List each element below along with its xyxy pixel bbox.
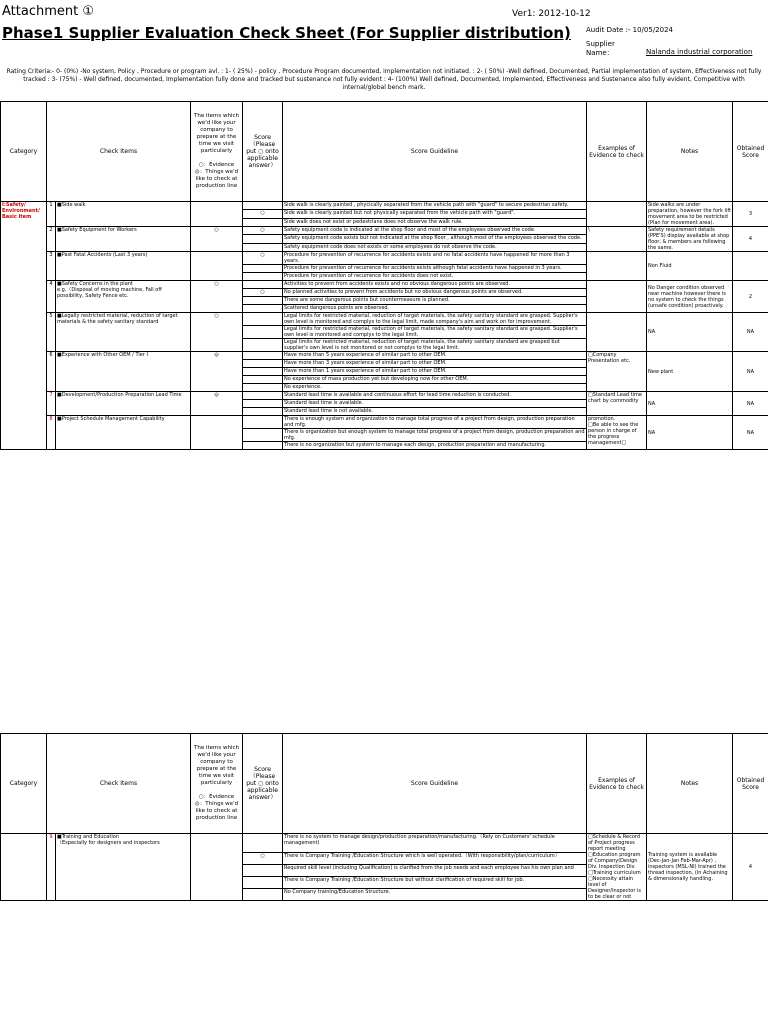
score-mark-cell[interactable] xyxy=(243,273,283,281)
guideline-text: No Company training/Education Structure. xyxy=(283,889,587,901)
score-mark-cell[interactable] xyxy=(243,429,283,442)
guideline-text: Activities to prevent from accidents exists and no obvious dangerous points are observed. xyxy=(283,281,587,289)
notes-cell: No Danger condition observed near machine however there is no system to check the things (unsafe condition) proactively. xyxy=(647,281,733,313)
guideline-text: Safety equipment code exists but not indicated at the shop floor , although most of the employees observed the code. xyxy=(283,235,587,243)
score-mark-cell[interactable] xyxy=(243,442,283,450)
item-number: 3 xyxy=(47,252,56,281)
table-row xyxy=(1,313,768,326)
notes-cell: Training system is available (Dec-Jan-Jan Feb-Mar-Apr) , inspectors (MSL-NI) trained the thread inspection, (in Achaining & dimensionally handling. xyxy=(647,834,733,901)
guideline-text: Standard lead time is available. xyxy=(283,400,587,408)
table-row xyxy=(1,352,768,360)
score-mark-cell[interactable] xyxy=(243,400,283,408)
guideline-text: There is Company Training /Education Structure but without clarification of required skill for job. xyxy=(283,877,587,889)
item-number: 2 xyxy=(47,227,56,252)
item-number: 6 xyxy=(47,352,56,392)
score-mark-cell[interactable]: ○ xyxy=(243,289,283,297)
page-title: Phase1 Supplier Evaluation Check Sheet (For Supplier distribution) xyxy=(2,24,571,42)
score-mark-cell[interactable] xyxy=(243,243,283,251)
score-mark-cell[interactable] xyxy=(243,360,283,368)
score-mark-cell[interactable] xyxy=(243,352,283,360)
score-mark-cell[interactable] xyxy=(243,281,283,289)
prep-mark: ◎ xyxy=(191,352,243,392)
rating-criteria: Rating Criteria:- 0- (0%) -No system, Policy , Procedure or program avl. : 1- ( 25%) - policy , Procedure Program documented, implementation not initiated. : 2- ( 50%) -Well defined, Documented, Partial implementation of system, Effectiveness not fully tracked : 3- (75%) - Well defined, documented, Implementation fully done and tracked but sustenance not fully evident : 4- (100%) Well defined, Documented, Implemented, Effectiveness and Sustenance also fully evident, Competitive with internal/global bench mark. xyxy=(6,68,762,91)
guideline-text: Legal limits for restricted material, reduction of target materials, the safety sanitary standard are grasped. Supplier's own level is monitored and complys to the legal limit, made company's aim and work on for improvement. xyxy=(283,313,587,326)
check-item: ■Safety Equipment for Workers xyxy=(56,227,191,252)
prep-mark: ○ xyxy=(191,227,243,252)
table-row xyxy=(1,416,768,429)
col-notes: Notes xyxy=(647,734,733,834)
prep-mark: ◎ xyxy=(191,392,243,416)
guideline-text: Standard lead time is available and continuous effort for lead time reduction is conducted. xyxy=(283,392,587,400)
obtained-score: NA xyxy=(733,416,768,450)
obtained-score: NA xyxy=(733,313,768,352)
guideline-text: Safety equipment code does not exists or some employees do not observe the code. xyxy=(283,243,587,251)
col-check-items: Check Items xyxy=(47,102,191,202)
guideline-text: Have more than 1 years experience of similar part to other OEM. xyxy=(283,368,587,376)
score-mark-cell[interactable] xyxy=(243,305,283,313)
obtained-score: 2 xyxy=(733,281,768,313)
category-cell xyxy=(1,834,47,901)
guideline-text: There is no organization but system to manage each design, production preparation and manufacturing. xyxy=(283,442,587,450)
item-number: 4 xyxy=(47,281,56,313)
score-mark-cell[interactable] xyxy=(243,834,283,853)
notes-cell: NA xyxy=(647,313,733,352)
col-guideline: Score Guideline xyxy=(283,734,587,834)
guideline-text: Procedure for prevention of recurrence for accidents does not exist. xyxy=(283,273,587,281)
score-mark-cell[interactable] xyxy=(243,408,283,416)
supplier-label: Supplier Name： xyxy=(586,40,615,57)
score-mark-cell[interactable] xyxy=(243,297,283,305)
attachment-label: Attachment ① xyxy=(2,4,94,19)
prep-mark xyxy=(191,416,243,450)
version-label: Ver1: 2012-10-12 xyxy=(512,9,591,19)
prep-mark: ○ xyxy=(191,313,243,352)
score-mark-cell[interactable] xyxy=(243,326,283,339)
obtained-score: 4 xyxy=(733,834,768,901)
score-mark-cell[interactable] xyxy=(243,202,283,210)
obtained-score: 3 xyxy=(733,202,768,227)
check-item: ■Project Schedule Management Capability xyxy=(56,416,191,450)
notes-cell: NA xyxy=(647,392,733,416)
col-score: Score （Please put ○ onto applicable answer） xyxy=(243,734,283,834)
score-mark-cell[interactable]: ○ xyxy=(243,853,283,865)
guideline-text: There is enough system and organization to manage total progress of a project from design, production preparation and mfg. xyxy=(283,416,587,429)
col-obtained: Obtained Score xyxy=(733,102,768,202)
evidence-examples: □Standard Lead time chart by commodity xyxy=(587,392,647,416)
guideline-text: Side walk is clearly painted but not physically separated from the vehicle path with "guard". xyxy=(283,210,587,218)
check-item: ■Safety Concerns in the plant e.g.（Disposal of moving machine, Fall off possibility, Safety Fence etc. xyxy=(56,281,191,313)
score-mark-cell[interactable] xyxy=(243,313,283,326)
guideline-text: Side walk is clearly painted , phycically separated from the vehicle path with "guard" to secure pedestrian safety. xyxy=(283,202,587,210)
check-item: ■Development/Production Preparation Lead Time xyxy=(56,392,191,416)
score-mark-cell[interactable] xyxy=(243,339,283,352)
prep-mark: ○ xyxy=(191,281,243,313)
evidence-examples: promotion. □Be able to see the person in charge of the progress management□ xyxy=(587,416,647,450)
evidence-examples xyxy=(587,252,647,281)
guideline-text: Side walk does not exist or pedestrians does not observe the walk rule. xyxy=(283,218,587,226)
col-category: Category xyxy=(1,102,47,202)
score-mark-cell[interactable]: ○ xyxy=(243,210,283,218)
check-item: ■Past Fatal Accidents (Last 3 years) xyxy=(56,252,191,281)
guideline-text: There is organization but enough system to manage total progress of a project from design, production preparation and mfg. xyxy=(284,429,585,441)
guideline-text: No experience of mass production yet but developing now for other OEM. xyxy=(283,376,587,384)
col-guideline: Score Guideline xyxy=(283,102,587,202)
prep-mark xyxy=(191,202,243,227)
item-number: 1 xyxy=(47,202,56,227)
guideline-text: Have more than 3 years experience of similar part to other OEM. xyxy=(283,360,587,368)
check-item: ■Training and Education （Especially for designers and inspectors xyxy=(56,834,191,901)
score-mark-cell[interactable] xyxy=(243,384,283,392)
col-examples: Examples of Evidence to check xyxy=(587,734,647,834)
score-mark-cell[interactable] xyxy=(243,376,283,384)
evaluation-table-page2 xyxy=(0,733,768,901)
item-number: 7 xyxy=(47,392,56,416)
score-mark-cell[interactable]: ○ xyxy=(243,227,283,235)
table-row xyxy=(1,834,768,853)
score-mark-cell[interactable] xyxy=(243,218,283,226)
notes-cell: NA xyxy=(647,416,733,450)
evaluation-table-page1 xyxy=(0,101,768,450)
col-notes: Notes xyxy=(647,102,733,202)
table-row xyxy=(1,202,768,210)
col-examples: Examples of Evidence to check xyxy=(587,102,647,202)
audit-date: Audit Date :- 10/05/2024 xyxy=(586,26,673,34)
score-mark-cell[interactable] xyxy=(243,416,283,429)
check-item: ■Experience with Other OEM / Tier I xyxy=(56,352,191,392)
score-mark-cell[interactable] xyxy=(243,889,283,901)
obtained-score: 4 xyxy=(733,227,768,252)
guideline-text: Legal limits for restricted material, reduction of target materials, the safety sanitary standard are grasped but supplier's own level is not monitored or not complys to the legal limit. xyxy=(283,339,587,352)
guideline-text: There are some dangerous points but countermeasure is planned. xyxy=(283,297,587,305)
obtained-score: NA xyxy=(733,352,768,392)
col-check-items: Check Items xyxy=(47,734,191,834)
table-row xyxy=(1,252,768,265)
guideline-text: There is no system to manage design/production preparation/manufacturing.（Rely on Customers' schedule management) xyxy=(283,834,587,853)
table-row xyxy=(1,281,768,289)
category-cell: I:Safety/ Environment/ Basic item xyxy=(1,202,47,450)
score-mark-cell[interactable] xyxy=(243,392,283,400)
evidence-examples: □Schedule & Record of Project progress report meeting □Education program of Company(Design Div. Inspection Div. □Training curriculum □Necessity attain level of Designer/Inspector is to be clear or not xyxy=(587,834,647,901)
col-items-like: The items which we'd like your company to prepare at the time we visit particularly ○：Evidence ◎：Things we'd like to check at production line xyxy=(191,102,243,202)
score-mark-cell[interactable] xyxy=(243,865,283,877)
obtained-score: NA xyxy=(733,392,768,416)
guideline-text: Scattered dangerous points are observed. xyxy=(283,305,587,313)
evidence-examples xyxy=(587,281,647,313)
evidence-examples xyxy=(587,313,647,352)
prep-mark xyxy=(191,252,243,281)
col-items-like: The items which we'd like your company to prepare at the time we visit particularly ○：Evidence ◎：Things we'd like to check at production line xyxy=(191,734,243,834)
score-mark-cell[interactable] xyxy=(243,235,283,243)
guideline-text: There is Company Training /Education Structure which is well operated.（With responsibility/plan/curriculum） xyxy=(283,853,587,865)
table-row xyxy=(1,227,768,235)
guideline-text: Have more than 5 years experience of similar part to other OEM. xyxy=(283,352,587,360)
item-number: 8 xyxy=(47,416,56,450)
check-item: ■Side walk xyxy=(56,202,191,227)
evidence-examples: \ xyxy=(587,227,647,252)
guideline-text: No planned activities to prevent from accidents but no obvious dangerous points are observed. xyxy=(283,289,587,297)
evidence-examples: □Company Presentation etc. xyxy=(587,352,647,392)
notes-cell: New plant xyxy=(647,352,733,392)
guideline-text: No experience. xyxy=(283,384,587,392)
guideline-text: Procedure for prevention of recurrence for accidents exists and no fatal accidents have happened for more than 3 years. xyxy=(283,252,587,265)
notes-cell: Side walks are under preparation, however the fork lift movement area to be restricted (Plan for movement area). xyxy=(648,202,731,226)
evidence-examples xyxy=(587,202,647,227)
col-category: Category xyxy=(1,734,47,834)
score-mark-cell[interactable] xyxy=(243,265,283,273)
supplier-name: Nalanda industrial corporation xyxy=(646,48,753,56)
prep-mark xyxy=(191,834,243,901)
item-number: 9 xyxy=(47,834,56,901)
score-mark-cell[interactable]: ○ xyxy=(243,252,283,265)
score-mark-cell[interactable] xyxy=(243,368,283,376)
guideline-text: Required skill level (including Qualification) is clarified from the job needs and each employee has his own plan and xyxy=(283,865,587,877)
check-item: ■Legally restricted material, reduction of target materials & the safety sanitary standard xyxy=(56,313,191,352)
col-obtained: Obtained Score xyxy=(733,734,768,834)
item-number: 5 xyxy=(47,313,56,352)
score-mark-cell[interactable] xyxy=(243,877,283,889)
table-row xyxy=(1,392,768,400)
col-score: Score （Please put ○ onto applicable answer） xyxy=(243,102,283,202)
notes-cell: Safety requirement details (PPE'S) display available at shop floor, & members are following the same. xyxy=(647,227,733,252)
notes-cell: Non Fluid xyxy=(647,252,733,281)
guideline-text: Procedure for prevention of recurrence for accidents exists although fatal accidents have happened in 3 years. xyxy=(283,265,587,273)
guideline-text: Safety equipment code is indicated at the shop floor and most of the employees observed the code. xyxy=(283,227,587,235)
obtained-score xyxy=(733,252,768,281)
guideline-text: Legal limits for restricted material, reduction of target materials, the safety sanitary standard are grasped. Supplier's own level is monitored and complys to the legal limit. xyxy=(283,326,587,339)
guideline-text: Standard lead time is not available. xyxy=(283,408,587,416)
